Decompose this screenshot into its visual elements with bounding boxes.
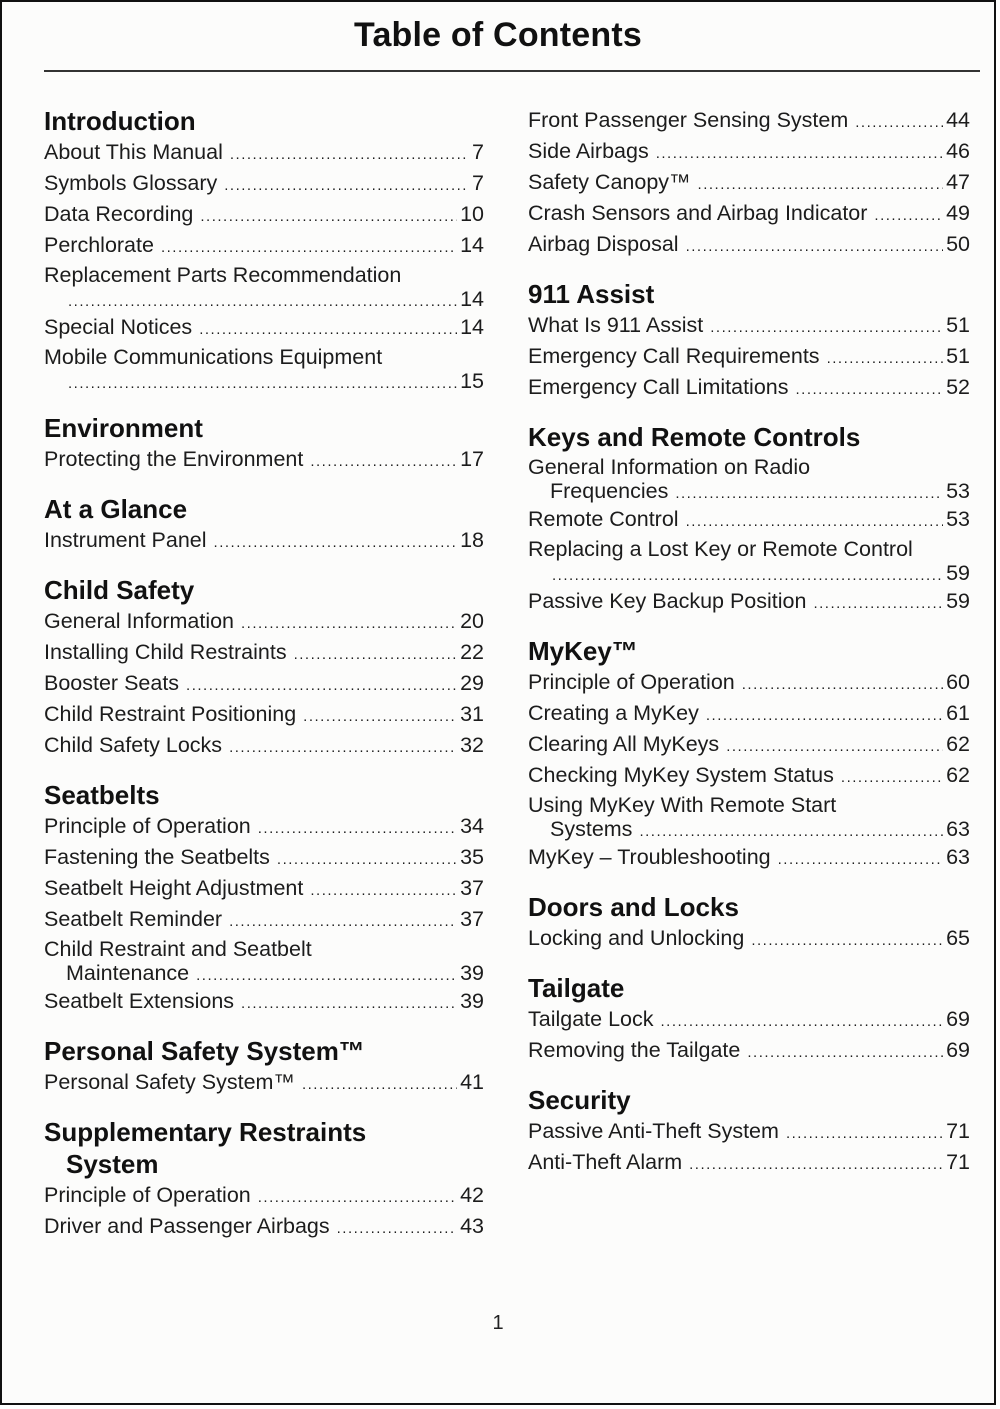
entry-label: Anti-Theft Alarm [528, 1150, 683, 1174]
entry-row [44, 843, 484, 874]
toc-entry-checking-mykey-system-status[interactable] [528, 761, 970, 792]
entry-page-number: 10 [460, 202, 484, 226]
entry-page-number: 62 [946, 732, 970, 756]
toc-entry-child-restraint-positioning[interactable] [44, 700, 484, 731]
entry-row [44, 607, 484, 638]
entry-label: Fastening the Seatbelts [44, 845, 270, 869]
entry-row [528, 106, 970, 137]
section-heading: Supplementary Restraints [44, 1117, 367, 1147]
entry-label: General Information on Radio [528, 455, 811, 479]
entry-label: Emergency Call Limitations [528, 375, 789, 399]
entry-label: Airbag Disposal [528, 232, 679, 256]
entry-label: General Information [44, 609, 235, 633]
toc-section [44, 494, 484, 557]
section-heading: Keys and Remote Controls [528, 422, 861, 452]
toc-entry-airbag-disposal[interactable] [528, 230, 970, 261]
entry-leader-row [528, 562, 970, 587]
entry-leader-row [528, 818, 970, 843]
entry-label: Principle of Operation [528, 670, 735, 694]
toc-entry-replacement-parts-recommendation[interactable] [44, 262, 484, 313]
entry-label: What Is 911 Assist [528, 313, 704, 337]
toc-entry-general-information[interactable] [44, 607, 484, 638]
toc-entry-seatbelt-extensions[interactable] [44, 987, 484, 1018]
page-number: 1 [492, 1312, 504, 1334]
dot-leader [778, 843, 943, 874]
toc-section [44, 106, 484, 395]
dot-leader [698, 168, 944, 199]
entry-label: Child Restraint and Seatbelt [44, 937, 312, 961]
entry-page-number: 61 [946, 701, 970, 725]
entry-label: Emergency Call Requirements [528, 344, 820, 368]
entry-row [528, 373, 970, 404]
entry-row [44, 905, 484, 936]
entry-label: Remote Control [528, 507, 679, 531]
entry-row [44, 874, 484, 905]
toc-entry-crash-sensors-and-airbag-indicator[interactable] [528, 199, 970, 230]
entry-page-number: 14 [460, 287, 484, 311]
dot-leader [686, 505, 944, 536]
entry-row [44, 812, 484, 843]
entry-page-number: 63 [946, 845, 970, 869]
entry-page-number: 60 [946, 670, 970, 694]
entry-row [528, 843, 970, 874]
entry-page-number: 69 [946, 1007, 970, 1031]
entry-label: Installing Child Restraints [44, 640, 287, 664]
section-heading: Personal Safety System™ [44, 1036, 365, 1066]
dot-leader [229, 731, 457, 762]
dot-leader [161, 231, 457, 262]
entry-page-number: 49 [946, 201, 970, 225]
entry-page-number: 71 [946, 1119, 970, 1143]
entry-label: About This Manual [44, 140, 223, 164]
entry-leader-row [44, 962, 484, 987]
entry-label: Child Safety Locks [44, 733, 223, 757]
entry-leader-row [44, 370, 484, 395]
dot-leader [710, 311, 943, 342]
toc-entry-clearing-all-mykeys[interactable] [528, 730, 970, 761]
dot-leader [706, 699, 943, 730]
dot-leader [200, 200, 457, 231]
entry-label: Personal Safety System™ [44, 1070, 295, 1094]
entry-row [44, 700, 484, 731]
entry-page-number: 18 [460, 528, 484, 552]
entry-page-number: 34 [460, 814, 484, 838]
entry-page-number: 39 [460, 961, 484, 985]
dot-leader [796, 373, 944, 404]
toc-section [44, 1036, 484, 1099]
toc-entry-removing-the-tailgate[interactable] [528, 1036, 970, 1067]
toc-entry-mobile-communications-equipment[interactable] [44, 344, 484, 395]
toc-entry-instrument-panel[interactable] [44, 526, 484, 557]
toc-entry-passive-anti-theft-system[interactable] [528, 1117, 970, 1148]
dot-leader [686, 230, 944, 261]
entry-row [528, 587, 970, 618]
section-heading: Seatbelts [44, 780, 160, 810]
dot-leader [214, 526, 458, 557]
dot-leader [639, 818, 943, 843]
toc-entry-using-mykey-with-remote-start[interactable] [528, 792, 970, 843]
entry-row [528, 230, 970, 261]
entry-row [44, 987, 484, 1018]
entry-label: Instrument Panel [44, 528, 207, 552]
toc-entry-seatbelt-height-adjustment[interactable] [44, 874, 484, 905]
entry-page-number: 7 [472, 171, 484, 195]
entry-page-number: 20 [460, 609, 484, 633]
entry-label-continued: Frequencies [550, 479, 669, 503]
entry-page-number: 43 [460, 1214, 484, 1238]
dot-leader [68, 370, 457, 395]
section-heading: 911 Assist [528, 279, 655, 309]
toc-section [44, 780, 484, 1018]
entry-label: Locking and Unlocking [528, 926, 745, 950]
dot-leader [675, 480, 943, 505]
entry-label: Checking MyKey System Status [528, 763, 834, 787]
dot-leader [241, 987, 457, 1018]
entry-label: Driver and Passenger Airbags [44, 1214, 330, 1238]
entry-row [44, 669, 484, 700]
toc-entry-locking-and-unlocking[interactable] [528, 924, 970, 955]
entry-row [44, 200, 484, 231]
page-title: Table of Contents [354, 16, 642, 54]
toc-entry-perchlorate[interactable] [44, 231, 484, 262]
toc-entry-safety-canopy[interactable] [528, 168, 970, 199]
toc-entry-passive-key-backup-position[interactable] [528, 587, 970, 618]
entry-label: Principle of Operation [44, 1183, 251, 1207]
entry-label: Protecting the Environment [44, 447, 304, 471]
entry-row [528, 1005, 970, 1036]
entry-label-continued: Systems [550, 817, 633, 841]
entry-page-number: 53 [946, 479, 970, 503]
toc-section [528, 106, 970, 261]
entry-row [44, 1181, 484, 1212]
toc-entry-personal-safety-system[interactable] [44, 1068, 484, 1099]
toc-entry-driver-and-passenger-airbags[interactable] [44, 1212, 484, 1243]
entry-row [528, 668, 970, 699]
entry-row [44, 313, 484, 344]
entry-page-number: 15 [460, 369, 484, 393]
dot-leader [241, 607, 457, 638]
dot-leader [277, 843, 457, 874]
section-heading-continued: System [66, 1149, 159, 1179]
dot-leader [786, 1117, 943, 1148]
entry-leader-row [44, 288, 484, 313]
dot-leader [813, 587, 943, 618]
entry-page-number: 7 [472, 140, 484, 164]
entry-page-number: 50 [946, 232, 970, 256]
dot-leader [656, 137, 943, 168]
entry-row [44, 138, 484, 169]
dot-leader [841, 761, 943, 792]
entry-page-number: 53 [946, 507, 970, 531]
dot-leader [742, 668, 943, 699]
toc-entry-fastening-the-seatbelts[interactable] [44, 843, 484, 874]
entry-row [44, 638, 484, 669]
entry-row [528, 505, 970, 536]
dot-leader [827, 342, 944, 373]
entry-label: Replacing a Lost Key or Remote Control [528, 537, 913, 561]
toc-entry-emergency-call-requirements[interactable] [528, 342, 970, 373]
entry-label: MyKey – Troubleshooting [528, 845, 771, 869]
dot-leader [855, 106, 943, 137]
entry-row [528, 1117, 970, 1148]
toc-entry-about-this-manual[interactable] [44, 138, 484, 169]
entry-page-number: 44 [946, 108, 970, 132]
entry-label: Principle of Operation [44, 814, 251, 838]
entry-label: Child Restraint Positioning [44, 702, 297, 726]
toc-entry-anti-theft-alarm[interactable] [528, 1148, 970, 1179]
entry-page-number: 59 [946, 589, 970, 613]
section-heading: Environment [44, 413, 203, 443]
entry-page-number: 46 [946, 139, 970, 163]
toc-entry-seatbelt-reminder[interactable] [44, 905, 484, 936]
entry-row [528, 761, 970, 792]
section-heading: At a Glance [44, 494, 188, 524]
entry-page-number: 59 [946, 561, 970, 585]
dot-leader [68, 288, 457, 313]
title-rule [44, 70, 980, 72]
entry-page-number: 42 [460, 1183, 484, 1207]
toc-entry-general-information-on-radio[interactable] [528, 454, 970, 505]
entry-page-number: 65 [946, 926, 970, 950]
section-heading: Child Safety [44, 575, 195, 605]
dot-leader [302, 1068, 457, 1099]
toc-entry-principle-of-operation[interactable] [44, 812, 484, 843]
left-column [44, 106, 484, 1261]
entry-row [528, 342, 970, 373]
toc-section [44, 413, 484, 476]
entry-row [44, 169, 484, 200]
entry-page-number: 22 [460, 640, 484, 664]
dot-leader [552, 562, 943, 587]
entry-page-number: 31 [460, 702, 484, 726]
entry-page-number: 37 [460, 876, 484, 900]
dot-leader [726, 730, 943, 761]
entry-row [528, 199, 970, 230]
entry-label: Passive Anti-Theft System [528, 1119, 779, 1143]
toc-section [528, 636, 970, 874]
toc-entry-installing-child-restraints[interactable] [44, 638, 484, 669]
entry-row [44, 1212, 484, 1243]
dot-leader [747, 1036, 943, 1067]
entry-row [528, 924, 970, 955]
entry-row [528, 730, 970, 761]
entry-page-number: 51 [946, 344, 970, 368]
toc-entry-tailgate-lock[interactable] [528, 1005, 970, 1036]
toc-section [528, 422, 970, 618]
dot-leader [751, 924, 943, 955]
toc-entry-principle-of-operation[interactable] [44, 1181, 484, 1212]
toc-section [528, 973, 970, 1067]
entry-page-number: 69 [946, 1038, 970, 1062]
toc-entry-front-passenger-sensing-system[interactable] [528, 106, 970, 137]
entry-label: Front Passenger Sensing System [528, 108, 849, 132]
right-column [528, 106, 970, 1197]
entry-row [528, 699, 970, 730]
entry-page-number: 32 [460, 733, 484, 757]
entry-label: Using MyKey With Remote Start [528, 793, 837, 817]
entry-page-number: 14 [460, 315, 484, 339]
dot-leader [310, 874, 457, 905]
entry-label: Special Notices [44, 315, 193, 339]
entry-page-number: 71 [946, 1150, 970, 1174]
toc-entry-booster-seats[interactable] [44, 669, 484, 700]
entry-label: Data Recording [44, 202, 194, 226]
entry-row [528, 1036, 970, 1067]
entry-label: Booster Seats [44, 671, 180, 695]
entry-page-number: 35 [460, 845, 484, 869]
toc-entry-symbols-glossary[interactable] [44, 169, 484, 200]
toc-entry-side-airbags[interactable] [528, 137, 970, 168]
toc-entry-remote-control[interactable] [528, 505, 970, 536]
toc-entry-data-recording[interactable] [44, 200, 484, 231]
entry-label: Tailgate Lock [528, 1007, 654, 1031]
toc-section [528, 892, 970, 955]
entry-page-number: 51 [946, 313, 970, 337]
entry-label: Safety Canopy™ [528, 170, 691, 194]
toc-entry-protecting-the-environment[interactable] [44, 445, 484, 476]
dot-leader [199, 313, 457, 344]
entry-page-number: 37 [460, 907, 484, 931]
toc-entry-replacing-a-lost-key-or-remote-control[interactable] [528, 536, 970, 587]
toc-entry-principle-of-operation[interactable] [528, 668, 970, 699]
toc-entry-child-safety-locks[interactable] [44, 731, 484, 762]
toc-section [528, 1085, 970, 1179]
toc-entry-child-restraint-and-seatbelt[interactable] [44, 936, 484, 987]
entry-page-number: 63 [946, 817, 970, 841]
entry-row [44, 231, 484, 262]
toc-entry-what-is-911-assist[interactable] [528, 311, 970, 342]
entry-label-continued: Maintenance [66, 961, 190, 985]
section-heading: MyKey™ [528, 636, 638, 666]
toc-section [44, 575, 484, 762]
entry-label: Symbols Glossary [44, 171, 218, 195]
section-heading: Tailgate [528, 973, 625, 1003]
entry-label: Creating a MyKey [528, 701, 699, 725]
entry-page-number: 14 [460, 233, 484, 257]
entry-page-number: 39 [460, 989, 484, 1013]
entry-row [44, 526, 484, 557]
entry-label: Removing the Tailgate [528, 1038, 741, 1062]
dot-leader [258, 812, 457, 843]
dot-leader [874, 199, 943, 230]
entry-label: Mobile Communications Equipment [44, 345, 383, 369]
entry-label: Replacement Parts Recommendation [44, 263, 402, 287]
entry-label: Perchlorate [44, 233, 154, 257]
entry-page-number: 17 [460, 447, 484, 471]
entry-page-number: 62 [946, 763, 970, 787]
entry-label: Side Airbags [528, 139, 649, 163]
dot-leader [303, 700, 457, 731]
dot-leader [230, 138, 469, 169]
entry-row [44, 731, 484, 762]
entry-page-number: 47 [946, 170, 970, 194]
entry-label: Seatbelt Reminder [44, 907, 223, 931]
toc-entry-special-notices[interactable] [44, 313, 484, 344]
entry-row [528, 168, 970, 199]
entry-label: Crash Sensors and Airbag Indicator [528, 201, 868, 225]
entry-row [528, 311, 970, 342]
toc-section [44, 1117, 484, 1243]
entry-label: Clearing All MyKeys [528, 732, 720, 756]
dot-leader [310, 445, 457, 476]
entry-label: Passive Key Backup Position [528, 589, 807, 613]
dot-leader [229, 905, 457, 936]
section-heading: Security [528, 1085, 631, 1115]
dot-leader [258, 1181, 457, 1212]
entry-page-number: 41 [460, 1070, 484, 1094]
dot-leader [661, 1005, 944, 1036]
toc-entry-emergency-call-limitations[interactable] [528, 373, 970, 404]
entry-row [44, 1068, 484, 1099]
entry-leader-row [528, 480, 970, 505]
entry-row [44, 445, 484, 476]
toc-entry-creating-a-mykey[interactable] [528, 699, 970, 730]
section-heading: Doors and Locks [528, 892, 739, 922]
entry-label: Seatbelt Height Adjustment [44, 876, 304, 900]
dot-leader [337, 1212, 457, 1243]
entry-page-number: 29 [460, 671, 484, 695]
entry-row [528, 137, 970, 168]
entry-label: Seatbelt Extensions [44, 989, 235, 1013]
dot-leader [186, 669, 457, 700]
dot-leader [224, 169, 469, 200]
dot-leader [196, 962, 457, 987]
section-heading: Introduction [44, 106, 196, 136]
entry-row [528, 1148, 970, 1179]
dot-leader [294, 638, 457, 669]
toc-section [528, 279, 970, 404]
toc-entry-mykey-troubleshooting[interactable] [528, 843, 970, 874]
dot-leader [689, 1148, 943, 1179]
entry-page-number: 52 [946, 375, 970, 399]
